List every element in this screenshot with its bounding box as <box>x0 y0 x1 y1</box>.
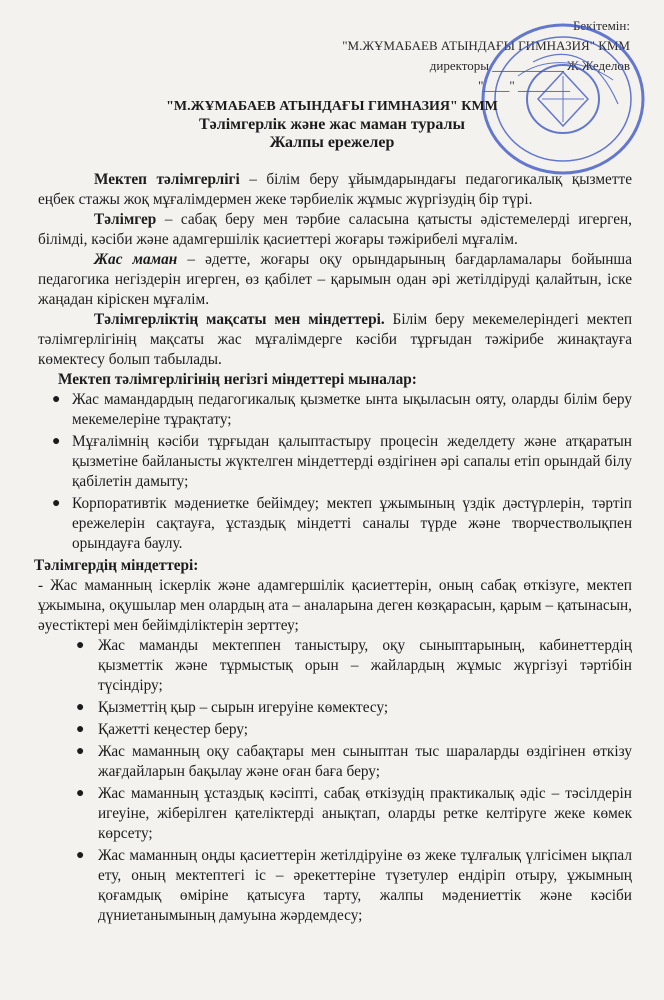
list-item: ● Жас маманның оқу сабақтары мен сыныптан тыс шараларды өздігінен өткізу жағдайларын бақылау және оған баға беру; <box>76 743 632 780</box>
term-young-specialist: Жас маман <box>94 251 178 268</box>
approval-line-4: "____" ________ <box>478 78 570 93</box>
term-mentor: Тәлімгер <box>94 211 157 228</box>
list-item: ● Мұғалімнің кәсіби тұрғыдан қалыптастыру процесін жеделдету және атқаратын қызметіне байланысты жүктелген міндеттерді өздігінен әрі сапалы етіп орындай білу қабілетін дамыту; <box>52 433 632 490</box>
approval-line-1: Бекітемін: <box>572 18 630 33</box>
paragraph-mentoring-definition: Мектеп тәлімгерлігі – білім беру ұйымдарындағы педагогикалық қызметте еңбек стажы жоқ мұғалімдермен жеке тәрбиелік жұмыс жүргізудің бір түрі. <box>38 171 632 208</box>
paragraph-goal: Тәлімгерліктің мақсаты мен міндеттері. Білім беру мекемелеріндегі мектеп тәлімгерлігінің мақсаты жас мұғалімдерге кәсіби тұрғыдан тәжірибе жинақтауға көмектесу болып табылады. <box>38 311 632 368</box>
term-goal: Тәлімгерліктің мақсаты мен міндеттері. <box>94 311 385 328</box>
bullet-icon: ● <box>52 434 61 449</box>
org-title: "М.ЖҰМАБАЕВ АТЫНДАҒЫ ГИМНАЗИЯ" КММ <box>166 99 498 114</box>
regulation-title: Тәлімгерлік және жас маман туралы <box>198 116 466 133</box>
bullet-icon: ● <box>52 496 61 511</box>
bullet-icon: ● <box>76 638 85 653</box>
list-item: ● Жас маманның оңды қасиеттерін жетілдіруіне өз жеке тұлғалық үлгісімен ықпал ету, оның мектептегі іс – әрекеттеріне түзетулер ендіріп отыру, ұжымның қоғамдық өміріне қатысуға тарту, жалпы мәдениеттік және кәсіби дүниетанымының дамуына жәрдемдесу; <box>76 847 632 924</box>
document-body <box>34 170 632 928</box>
bullet-icon: ● <box>52 392 61 407</box>
approval-line-3: директоры ___________ Ж.Жеделов <box>429 58 630 73</box>
bullet-icon: ● <box>76 786 85 801</box>
list-item: ● Жас маманның ұстаздық кәсіпті, сабақ өткізудің практикалық әдіс – тәсілдерін игеуіне, жіберілген қателіктерді анықтап, оларды ретке келтіруге жеке көмек көрсету; <box>76 785 632 842</box>
tasks-list <box>38 390 632 554</box>
list-item: ● Жас мамандардың педагогикалық қызметке ынта ықыласын ояту, оларды білім беру мекемелеріне тұрақтату; <box>52 391 632 428</box>
paragraph-mentor-definition: Тәлімгер – сабақ беру мен тәрбие саласына қатысты әдістемелерді игерген, білімді, кәсіби және адамгершілік қасиеттері жоғары тәжірибелі мұғалім. <box>38 211 632 248</box>
list-item: ● Қызметтің қыр – сырын игеруіне көмектесу; <box>76 699 389 716</box>
bullet-icon: ● <box>76 722 85 737</box>
document-header <box>0 98 664 152</box>
term-school-mentoring: Мектеп тәлімгерлігі <box>94 171 240 188</box>
bullet-icon: ● <box>76 700 85 715</box>
duties-dash-paragraph: - Жас маманның іскерлік және адамгершілік қасиеттерін, оның сабақ өткізуге, мектеп ұжымына, оқушылар мен олардың ата – аналарына деген көзқарасын, қарым – қатынасын, әуестіктері мен бейімділіктерін зерттеу; <box>38 577 632 634</box>
approval-line-2: "М.ЖҰМАБАЕВ АТЫНДАҒЫ ГИМНАЗИЯ" КММ <box>342 38 630 53</box>
bullet-icon: ● <box>76 744 85 759</box>
list-item: ● Қажетті кеңестер беру; <box>76 721 249 738</box>
list-item: ● Корпоративтік мәдениетке бейімдеу; мектеп ұжымының үздік дәстүрлерін, тәртіп ережелерін сақтауға, ұстаздық міндетті саналы түрде және творчестволықпен орындауға баулу. <box>52 495 632 552</box>
duties-heading: Тәлімгердің міндеттері: <box>34 557 199 574</box>
paragraph-young-specialist: Жас маман – әдетте, жоғары оқу орындарының бағдарламалары бойынша педагогика негіздерін игерген, өз қабілет – қарымын одан әрі жетілдіруді қалайтын, іске жаңадан кіріскен мұғалім. <box>38 251 632 308</box>
duties-list <box>38 636 632 926</box>
list-item: ● Жас маманды мектеппен таныстыру, оқу сыныптарының, кабинеттердің қызметтік және тұрмыстық орын – жайлардың жұмыс жүргізуі тәртібін түсіндіру; <box>76 637 632 694</box>
tasks-heading: Мектеп тәлімгерлігінің негізгі міндеттері мыналар: <box>58 371 417 388</box>
bullet-icon: ● <box>76 848 85 863</box>
section-title: Жалпы ережелер <box>269 134 395 151</box>
